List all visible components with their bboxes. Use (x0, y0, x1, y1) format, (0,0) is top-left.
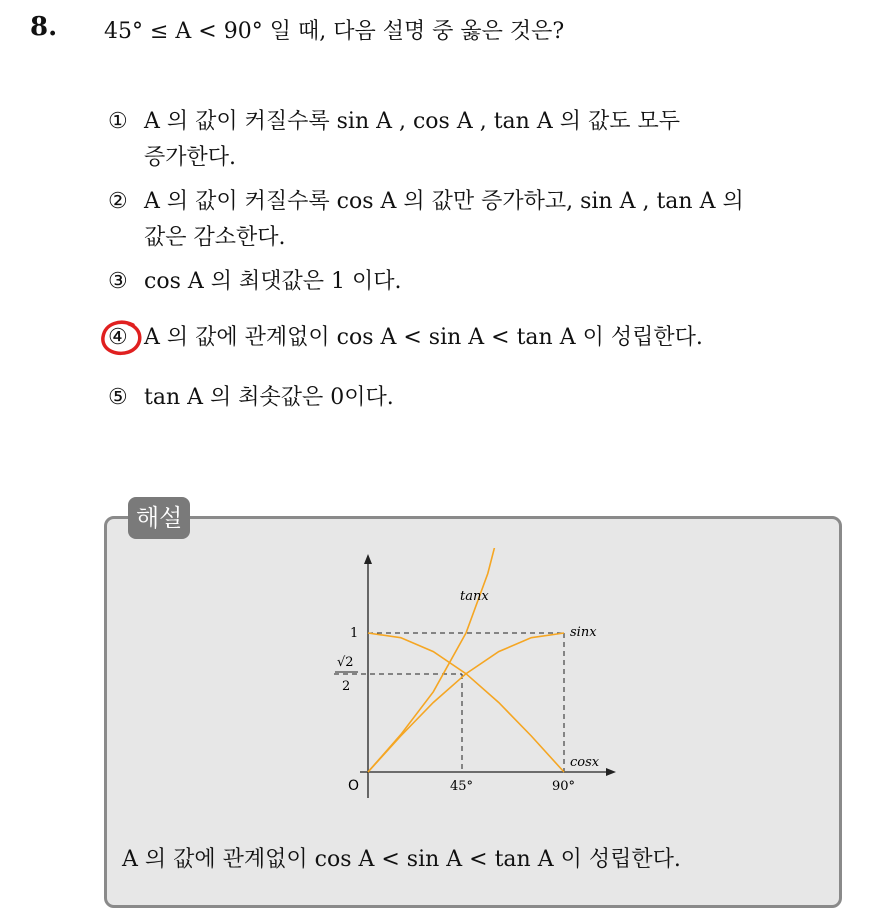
question-text: 45° ≤ A < 90° 일 때, 다음 설명 중 옳은 것은? (104, 19, 565, 44)
choice-5[interactable] (108, 380, 828, 416)
choice-text-continued: 값은 감소한다. (144, 225, 286, 250)
choice-2[interactable] (108, 184, 828, 256)
choice-mark: ④ (108, 325, 128, 350)
choice-mark: ② (108, 189, 128, 214)
x-axis-arrow (606, 768, 616, 776)
series-label-sin: sinx (570, 625, 597, 640)
x-tick-45: 45° (450, 779, 474, 794)
choice-text: tan A 의 최솟값은 0이다. (144, 385, 394, 410)
y-tick-2: 2 (342, 679, 351, 694)
tan-curve (368, 548, 499, 772)
y-tick-1: 1 (350, 626, 359, 641)
choice-mark: ⑤ (108, 385, 128, 410)
y-axis-arrow (364, 554, 372, 564)
choice-3[interactable] (108, 264, 828, 300)
y-tick-root2: √2 (337, 655, 354, 670)
choice-text: cos A 의 최댓값은 1 이다. (144, 269, 402, 294)
series-label-tan: tanx (460, 589, 489, 604)
choice-1[interactable] (108, 104, 828, 176)
cos-curve (368, 633, 564, 772)
explanation-tag: 해설 (128, 497, 190, 539)
choice-4[interactable] (108, 320, 828, 356)
answer-circle-mark (99, 319, 145, 357)
choice-mark: ③ (108, 269, 128, 294)
choice-text: A 의 값에 관계없이 cos A < sin A < tan A 이 성립한다. (144, 325, 703, 350)
trig-graph (320, 548, 620, 808)
choice-text: A 의 값이 커질수록 cos A 의 값만 증가하고, sin A , tan A 의 (144, 189, 744, 214)
choice-text: A 의 값이 커질수록 sin A , cos A , tan A 의 값도 모두 (144, 109, 680, 134)
series-label-cos: cosx (570, 755, 600, 770)
sin-curve (368, 633, 564, 772)
explanation-text: A 의 값에 관계없이 cos A < sin A < tan A 이 성립한다. (122, 847, 681, 872)
choice-mark: ① (108, 109, 128, 134)
choice-text-continued: 증가한다. (144, 145, 237, 170)
origin-label: O (348, 778, 360, 794)
x-tick-90: 90° (552, 779, 576, 794)
question-number: 8. (30, 12, 58, 42)
